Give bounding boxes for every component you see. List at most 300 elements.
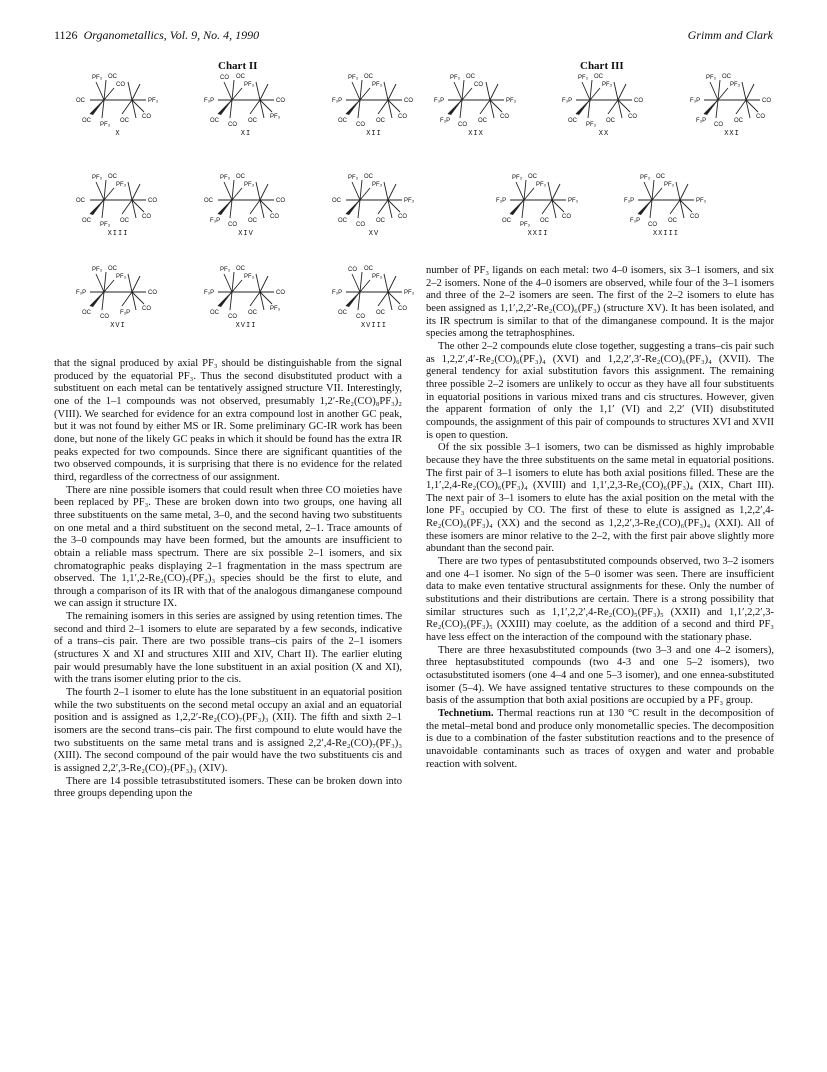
ligand-label: PF₃ bbox=[244, 82, 255, 88]
bond-line bbox=[122, 100, 132, 114]
bond-line bbox=[358, 292, 360, 310]
bond-line bbox=[746, 100, 750, 118]
bond-line bbox=[388, 292, 400, 304]
chart-ii-structure bbox=[326, 170, 422, 242]
bond-line bbox=[132, 292, 136, 310]
ligand-label: PF₃ bbox=[536, 182, 547, 188]
bond-line bbox=[614, 82, 618, 100]
ligand-label: CO bbox=[404, 98, 413, 104]
ligand-label: PF₃ bbox=[92, 267, 103, 273]
ligand-label: OC bbox=[108, 266, 117, 272]
ligand-label: OC bbox=[120, 218, 129, 224]
ligand-label: PF₃ bbox=[372, 182, 383, 188]
bond-line bbox=[670, 200, 680, 214]
ligand-label: CO bbox=[228, 314, 237, 320]
chart-ii-structure bbox=[326, 70, 422, 142]
ligand-label: F₃P bbox=[76, 290, 87, 296]
bond-line bbox=[132, 276, 140, 292]
bond-line bbox=[388, 200, 392, 218]
ligand-label: OC bbox=[76, 98, 85, 104]
bond-line bbox=[96, 182, 104, 200]
ligand-label: PF₃ bbox=[372, 82, 383, 88]
paragraph bbox=[426, 341, 774, 442]
structure-label: XVI bbox=[110, 322, 126, 330]
right-text-column bbox=[426, 265, 774, 771]
wedge-bond bbox=[704, 100, 718, 115]
ligand-label: CO bbox=[628, 114, 637, 120]
bond-line bbox=[582, 82, 590, 100]
wedge-bond bbox=[510, 200, 524, 215]
chart-ii-structure bbox=[198, 262, 294, 334]
ligand-label: PF₃ bbox=[512, 175, 523, 181]
chart-iii-structure bbox=[618, 170, 714, 242]
bond-line bbox=[590, 88, 600, 100]
paragraph bbox=[426, 645, 774, 708]
bond-line bbox=[460, 100, 462, 118]
bond-line bbox=[102, 292, 104, 310]
structure-label: XVII bbox=[235, 322, 257, 330]
bond-line bbox=[742, 82, 746, 100]
structure-label: XVIII bbox=[360, 322, 387, 330]
chart-ii-structure bbox=[70, 262, 166, 334]
structure-diagram bbox=[70, 170, 166, 228]
bond-line bbox=[486, 82, 490, 100]
ligand-label: OC bbox=[376, 218, 385, 224]
ligand-label: CO bbox=[398, 306, 407, 312]
bond-line bbox=[552, 200, 564, 212]
ligand-label: PF₃ bbox=[100, 222, 111, 228]
ligand-label: PF₃ bbox=[506, 98, 517, 104]
ligand-label: PF₃ bbox=[92, 75, 103, 81]
bond-line bbox=[352, 82, 360, 100]
paragraph-text: There are two types of pentasubstituted compounds observed, two 3–2 isomers and one 4–1 isomer. No sign of the 5–0 isomer was seen. There are insufficient data to make even tentative structural assignments for these. Only the number of substitutions and their distributions are certain. There is a strong possibility that similar structures such as 1,1′,2,2′,4-Re₂(CO)₅(PF₃)₅ (XXII) and 1,1′,2,2′,3-Re₂(CO)₅(PF₃)₅ (XXIII) may coelute, as the addition of a second and third PF₃ have less effect on the interaction of the compound with the stationary phase. bbox=[426, 556, 774, 644]
bond-line bbox=[250, 292, 260, 306]
paragraph-text: The other 2–2 compounds elute close together, suggesting a trans–cis pair such as 1,2,2′,4′-Re₂(CO)₆(PF₃)₄ (XVI) and 1,2,2′,3′-Re₂(CO)₆(PF₃)₄ (XVII). The general tendency for axial substitution favors this assignment. The remaining three possible 2–2 isomers are unlikely to occur as they have all four substituents in equatorial positions in various mixed trans and cis structures. However, given the apparent formation of only the 1,1′ (VI) and 2,2′ (VII) disubstituted compounds, the assignment of this pair of compounds to structures XVI and XVII is open to question. bbox=[426, 340, 774, 441]
ligand-label: CO bbox=[148, 290, 157, 296]
bond-line bbox=[524, 188, 534, 200]
chart-ii-structure bbox=[326, 262, 422, 334]
ligand-label: OC bbox=[364, 74, 373, 80]
bond-line bbox=[132, 100, 144, 112]
paragraph bbox=[54, 611, 402, 687]
bond-line bbox=[360, 88, 370, 100]
wedge-bond bbox=[638, 200, 652, 215]
ligand-label: CO bbox=[634, 98, 643, 104]
ligand-label: OC bbox=[568, 118, 577, 124]
ligand-label: CO bbox=[116, 82, 125, 88]
ligand-label: CO bbox=[142, 114, 151, 120]
ligand-label: OC bbox=[210, 310, 219, 316]
ligand-label: F₃P bbox=[496, 198, 507, 204]
ligand-label: CO bbox=[762, 98, 771, 104]
ligand-label: PF₃ bbox=[578, 75, 589, 81]
paragraph bbox=[54, 485, 402, 612]
ligand-label: PF₃ bbox=[116, 182, 127, 188]
paragraph bbox=[426, 442, 774, 556]
ligand-label: OC bbox=[82, 218, 91, 224]
bond-line bbox=[352, 274, 360, 292]
ligand-label: CO bbox=[562, 214, 571, 220]
ligand-label: CO bbox=[142, 214, 151, 220]
structure-label: XX bbox=[598, 130, 610, 138]
structure-diagram bbox=[326, 70, 422, 128]
ligand-label: CO bbox=[276, 198, 285, 204]
wedge-bond bbox=[90, 292, 104, 307]
bond-line bbox=[388, 100, 392, 118]
ligand-label: CO bbox=[356, 222, 365, 228]
ligand-label: OC bbox=[82, 310, 91, 316]
bond-line bbox=[680, 184, 688, 200]
ligand-label: PF₃ bbox=[220, 267, 231, 273]
bond-line bbox=[360, 80, 362, 100]
ligand-label: OC bbox=[376, 310, 385, 316]
structure-diagram bbox=[326, 170, 422, 228]
ligand-label: CO bbox=[100, 314, 109, 320]
bond-line bbox=[548, 182, 552, 200]
ligand-label: PF₃ bbox=[568, 198, 579, 204]
bond-line bbox=[230, 292, 232, 310]
ligand-label: PF₃ bbox=[404, 290, 415, 296]
bond-line bbox=[224, 82, 232, 100]
ligand-label: PF₃ bbox=[640, 175, 651, 181]
ligand-label: OC bbox=[540, 218, 549, 224]
chart-iii-title: Chart III bbox=[580, 60, 624, 72]
bond-line bbox=[102, 100, 104, 118]
ligand-label: CO bbox=[228, 222, 237, 228]
bond-line bbox=[96, 274, 104, 292]
structure-diagram bbox=[618, 170, 714, 228]
bond-line bbox=[710, 82, 718, 100]
ligand-label: CO bbox=[148, 198, 157, 204]
ligand-label: CO bbox=[398, 214, 407, 220]
bond-line bbox=[132, 184, 140, 200]
wedge-bond bbox=[218, 100, 232, 115]
ligand-label: PF₃ bbox=[244, 274, 255, 280]
paragraph-text: There are nine possible isomers that could result when three CO moieties have been replaced by PF₃. These are broken down into two groups, one having all three substituents on the same metal, 3–0, and the second having two substituents on one metal and a third substituent on the second metal, 2–1. Trace amounts of the 3–0 compounds may have been formed, but the amounts are insufficient to obtain a reliable mass spectrum. There are six possible 2–1 isomers, and six chromatographic peaks displaying 2–1 fragmentation in the mass spectrum are observed. The 1,1′,2-Re₂(CO)₇(PF₃)₃ species should be the first to elute, and through a comparison of its IR with that of the analogous dimanganese compound we can assign it structure IX. bbox=[54, 484, 402, 610]
bond-line bbox=[132, 84, 140, 100]
ligand-label: CO bbox=[690, 214, 699, 220]
bond-line bbox=[462, 80, 464, 100]
structure-diagram bbox=[490, 170, 586, 228]
ligand-label: CO bbox=[348, 267, 357, 273]
bond-line bbox=[552, 184, 560, 200]
section-heading: Technetium. bbox=[438, 707, 494, 719]
ligand-label: OC bbox=[594, 74, 603, 80]
chart-iii-structure bbox=[556, 70, 652, 142]
ligand-label: OC bbox=[204, 198, 213, 204]
page-number: 1126 bbox=[54, 28, 78, 42]
ligand-label: PF₃ bbox=[586, 122, 597, 128]
bond-line bbox=[360, 180, 362, 200]
bond-line bbox=[232, 88, 242, 100]
bond-line bbox=[256, 82, 260, 100]
bond-line bbox=[260, 292, 272, 304]
paragraph-text: number of PF₃ ligands on each metal: two 4–0 isomers, six 3–1 isomers, and six 2–2 isomers. None of the 4–0 isomers are observed, while four of the 3–1 isomers and three of the 2–2 isomers are seen. The first of the 2–2 isomers to elute has been assigned as 1,1′,2,2′-Re₂(CO)₆(PF₃) (structure XV). It has been isolated, and its IR spectrum is similar to that of the dimanganese compound. It is the major species among the tetraphosphines. bbox=[426, 265, 774, 340]
bond-line bbox=[122, 200, 132, 214]
structure-diagram bbox=[198, 170, 294, 228]
bond-line bbox=[618, 100, 630, 112]
ligand-label: OC bbox=[236, 266, 245, 272]
bond-line bbox=[680, 200, 692, 212]
ligand-label: F₃P bbox=[624, 198, 635, 204]
wedge-bond bbox=[576, 100, 590, 115]
ligand-label: OC bbox=[76, 198, 85, 204]
structure-label: XXI bbox=[724, 130, 740, 138]
bond-line bbox=[260, 100, 272, 112]
ligand-label: OC bbox=[338, 310, 347, 316]
bond-line bbox=[384, 82, 388, 100]
ligand-label: CO bbox=[356, 314, 365, 320]
paragraph bbox=[426, 265, 774, 341]
bond-line bbox=[680, 200, 684, 218]
bond-line bbox=[260, 200, 264, 218]
ligand-label: OC bbox=[364, 174, 373, 180]
bond-line bbox=[746, 100, 758, 112]
ligand-label: PF₃ bbox=[92, 175, 103, 181]
bond-line bbox=[490, 100, 502, 112]
bond-line bbox=[104, 80, 106, 100]
ligand-label: OC bbox=[734, 118, 743, 124]
bond-line bbox=[618, 100, 622, 118]
bond-line bbox=[552, 200, 556, 218]
bond-line bbox=[618, 84, 626, 100]
ligand-label: OC bbox=[108, 174, 117, 180]
ligand-label: OC bbox=[364, 266, 373, 272]
bond-line bbox=[128, 182, 132, 200]
paragraph bbox=[54, 687, 402, 776]
bond-line bbox=[132, 292, 144, 304]
bond-line bbox=[388, 276, 396, 292]
ligand-label: F₃P bbox=[332, 98, 343, 104]
chart-ii-structure bbox=[70, 70, 166, 142]
structure-diagram bbox=[70, 70, 166, 128]
ligand-label: CO bbox=[276, 98, 285, 104]
ligand-label: F₃P bbox=[204, 290, 215, 296]
ligand-label: CO bbox=[714, 122, 723, 128]
ligand-label: OC bbox=[656, 174, 665, 180]
ligand-label: PF₃ bbox=[244, 182, 255, 188]
chart-ii-structure bbox=[70, 170, 166, 242]
ligand-label: OC bbox=[332, 198, 341, 204]
bond-line bbox=[516, 182, 524, 200]
ligand-label: OC bbox=[376, 118, 385, 124]
ligand-label: PF₃ bbox=[602, 82, 613, 88]
bond-line bbox=[232, 280, 242, 292]
ligand-label: PF₃ bbox=[148, 98, 159, 104]
bond-line bbox=[388, 100, 400, 112]
bond-line bbox=[128, 274, 132, 292]
chart-ii-structure bbox=[198, 70, 294, 142]
bond-line bbox=[718, 88, 728, 100]
bond-line bbox=[358, 100, 360, 118]
bond-line bbox=[224, 182, 232, 200]
bond-line bbox=[388, 84, 396, 100]
ligand-label: OC bbox=[338, 218, 347, 224]
bond-line bbox=[260, 100, 264, 118]
bond-line bbox=[122, 292, 132, 306]
ligand-label: PF₃ bbox=[520, 222, 531, 228]
ligand-label: F₃P bbox=[434, 98, 445, 104]
bond-line bbox=[378, 200, 388, 214]
ligand-label: OC bbox=[248, 310, 257, 316]
authors: Grimm and Clark bbox=[687, 28, 773, 42]
ligand-label: PF₃ bbox=[372, 274, 383, 280]
bond-line bbox=[132, 200, 136, 218]
structure-label: XXIII bbox=[652, 230, 679, 238]
bond-line bbox=[378, 100, 388, 114]
ligand-label: CO bbox=[756, 114, 765, 120]
bond-line bbox=[260, 292, 264, 310]
bond-line bbox=[260, 200, 272, 212]
ligand-label: OC bbox=[722, 74, 731, 80]
bond-line bbox=[590, 80, 592, 100]
bond-line bbox=[232, 272, 234, 292]
bond-line bbox=[96, 82, 104, 100]
ligand-label: OC bbox=[248, 118, 257, 124]
structure-label: XIII bbox=[107, 230, 129, 238]
ligand-label: OC bbox=[668, 218, 677, 224]
bond-line bbox=[384, 274, 388, 292]
structure-diagram bbox=[198, 70, 294, 128]
wedge-bond bbox=[90, 200, 104, 215]
bond-line bbox=[256, 182, 260, 200]
bond-line bbox=[132, 200, 144, 212]
bond-line bbox=[650, 200, 652, 218]
structure-label: XII bbox=[366, 130, 382, 138]
bond-line bbox=[250, 200, 260, 214]
bond-line bbox=[360, 272, 362, 292]
ligand-label: PF₃ bbox=[348, 175, 359, 181]
wedge-bond bbox=[346, 292, 360, 307]
ligand-label: OC bbox=[466, 74, 475, 80]
ligand-label: CO bbox=[458, 122, 467, 128]
ligand-label: OC bbox=[210, 118, 219, 124]
ligand-label: CO bbox=[398, 114, 407, 120]
ligand-label: PF₃ bbox=[116, 274, 127, 280]
ligand-label: F₃P bbox=[204, 98, 215, 104]
chart-ii-structure bbox=[198, 170, 294, 242]
ligand-label: PF₃ bbox=[664, 182, 675, 188]
bond-line bbox=[676, 182, 680, 200]
bond-line bbox=[652, 180, 654, 200]
bond-line bbox=[746, 84, 754, 100]
chart-iii-structure bbox=[684, 70, 780, 142]
ligand-label: OC bbox=[502, 218, 511, 224]
structure-label: XV bbox=[368, 230, 380, 238]
bond-line bbox=[462, 88, 472, 100]
bond-line bbox=[256, 274, 260, 292]
ligand-label: OC bbox=[248, 218, 257, 224]
bond-line bbox=[388, 184, 396, 200]
wedge-bond bbox=[448, 100, 462, 115]
chart-ii-title: Chart II bbox=[218, 60, 258, 72]
structure-diagram bbox=[198, 262, 294, 320]
bond-line bbox=[542, 200, 552, 214]
bond-line bbox=[388, 200, 400, 212]
bond-line bbox=[652, 188, 662, 200]
bond-line bbox=[360, 188, 370, 200]
ligand-label: OC bbox=[82, 118, 91, 124]
bond-line bbox=[104, 88, 114, 100]
ligand-label: CO bbox=[276, 290, 285, 296]
ligand-label: PF₃ bbox=[100, 122, 111, 128]
ligand-label: CO bbox=[220, 75, 229, 81]
paragraph bbox=[54, 358, 402, 485]
ligand-label: PF₃ bbox=[270, 114, 281, 120]
journal-citation: Organometallics, Vol. 9, No. 4, 1990 bbox=[83, 28, 260, 42]
paragraph-text: that the signal produced by axial PF₃ should be distinguishable from the signal produced by the equatorial PF₃. Thus the second disubstituted product with a substituent on each metal can be tentatively assigned structure VII. Interestingly, one of the 1–1 compounds was not observed, presumably 1,2′-Re₂(CO)₈PF₃)₂ (VIII). We searched for evidence for an extra compound lost in another GC peak, but it was not found by either MS or IR. Some preliminary GC-IR work has been done, but none of the likely GC peaks in which it should be found has the extra IR peaks expected for two compounds. Since there are significant quantities of the two observed compounds, it is surprising that there is no evidence for the related third, regardless of the correctness of our assignment. bbox=[54, 358, 402, 483]
wedge-bond bbox=[346, 100, 360, 115]
bond-line bbox=[224, 274, 232, 292]
ligand-label: OC bbox=[338, 118, 347, 124]
structure-diagram bbox=[684, 70, 780, 128]
bond-line bbox=[718, 80, 720, 100]
ligand-label: CO bbox=[356, 122, 365, 128]
bond-line bbox=[360, 280, 370, 292]
ligand-label: F₃P bbox=[120, 310, 131, 316]
paragraph-text: There are three hexasubstituted compounds (two 3–3 and one 4–2 isomers), three heptasubstituted compounds (two 4-3 and one 5–2 isomers), two octasubstituted isomers (one 4–4 and one 5–3 isomer), and one ennea-substituted isomer (5–4). We have assigned tentative structures to these compounds on the basis of the assumption that both axial positions are occupied by a PF₃ group. bbox=[426, 644, 774, 707]
ligand-label: CO bbox=[474, 82, 483, 88]
ligand-label: F₃P bbox=[440, 118, 451, 124]
bond-line bbox=[250, 100, 260, 114]
chart-iii-structure bbox=[428, 70, 524, 142]
paragraph bbox=[426, 708, 774, 771]
ligand-label: CO bbox=[142, 306, 151, 312]
bond-line bbox=[132, 100, 136, 118]
ligand-label: CO bbox=[500, 114, 509, 120]
bond-line bbox=[358, 200, 360, 218]
bond-line bbox=[384, 182, 388, 200]
bond-line bbox=[128, 82, 132, 100]
bond-line bbox=[104, 280, 114, 292]
bond-line bbox=[232, 180, 234, 200]
ligand-label: F₃P bbox=[332, 290, 343, 296]
ligand-label: PF₃ bbox=[696, 198, 707, 204]
bond-line bbox=[102, 200, 104, 218]
ligand-label: F₃P bbox=[696, 118, 707, 124]
bond-line bbox=[230, 100, 232, 118]
bond-line bbox=[260, 84, 268, 100]
bond-line bbox=[522, 200, 524, 218]
bond-line bbox=[490, 84, 498, 100]
wedge-bond bbox=[90, 100, 104, 115]
ligand-label: OC bbox=[606, 118, 615, 124]
bond-line bbox=[104, 180, 106, 200]
structure-label: XI bbox=[240, 130, 252, 138]
structure-diagram bbox=[556, 70, 652, 128]
paragraph bbox=[426, 556, 774, 645]
ligand-label: PF₃ bbox=[348, 75, 359, 81]
paragraph bbox=[54, 776, 402, 801]
bond-line bbox=[608, 100, 618, 114]
bond-line bbox=[588, 100, 590, 118]
bond-line bbox=[388, 292, 392, 310]
structure-label: XIV bbox=[238, 230, 254, 238]
wedge-bond bbox=[218, 200, 232, 215]
paragraph-text: Thermal reactions run at 130 °C result in the decomposition of the metal–metal bond and produce only monometallic species. The decomposition is due to a combination of the faster substitution reactions and to the presence of unavoidable contaminants such as traces of oxygen and water and probable reaction with solvent. bbox=[426, 707, 774, 770]
bond-line bbox=[232, 188, 242, 200]
bond-line bbox=[454, 82, 462, 100]
wedge-bond bbox=[346, 200, 360, 215]
structure-diagram bbox=[428, 70, 524, 128]
paragraph-text: Of the six possible 3–1 isomers, two can be dismissed as highly improbable because they have the three substituents on the same metal in equatorial positions. The first pair of 3–1 isomers to elute has both axial positions filled. These are the 1,1′,2,4-Re₂(CO)₆(PF₃)₄ (XVIII) and 1,1′,2,3-Re₂(CO)₆(PF₃)₄ (XIX, Chart III). The next pair of 3–1 isomers to elute has the axial position on the metal with the lone PF₃ occupied by CO. The first of these to elute is assigned as 1,2,2′,4-Re₂(CO)₆(PF₃)₄ (XX) and the second as 1,2,2′,3-Re₂(CO)₆(PF₃)₄ (XXI). All of these isomers are minor relative to the 2–2, with the first pair above slightly more abundant than the second pair. bbox=[426, 442, 774, 555]
bond-line bbox=[736, 100, 746, 114]
ligand-label: OC bbox=[236, 74, 245, 80]
ligand-label: OC bbox=[528, 174, 537, 180]
ligand-label: CO bbox=[228, 122, 237, 128]
structure-label: XIX bbox=[468, 130, 484, 138]
ligand-label: CO bbox=[648, 222, 657, 228]
